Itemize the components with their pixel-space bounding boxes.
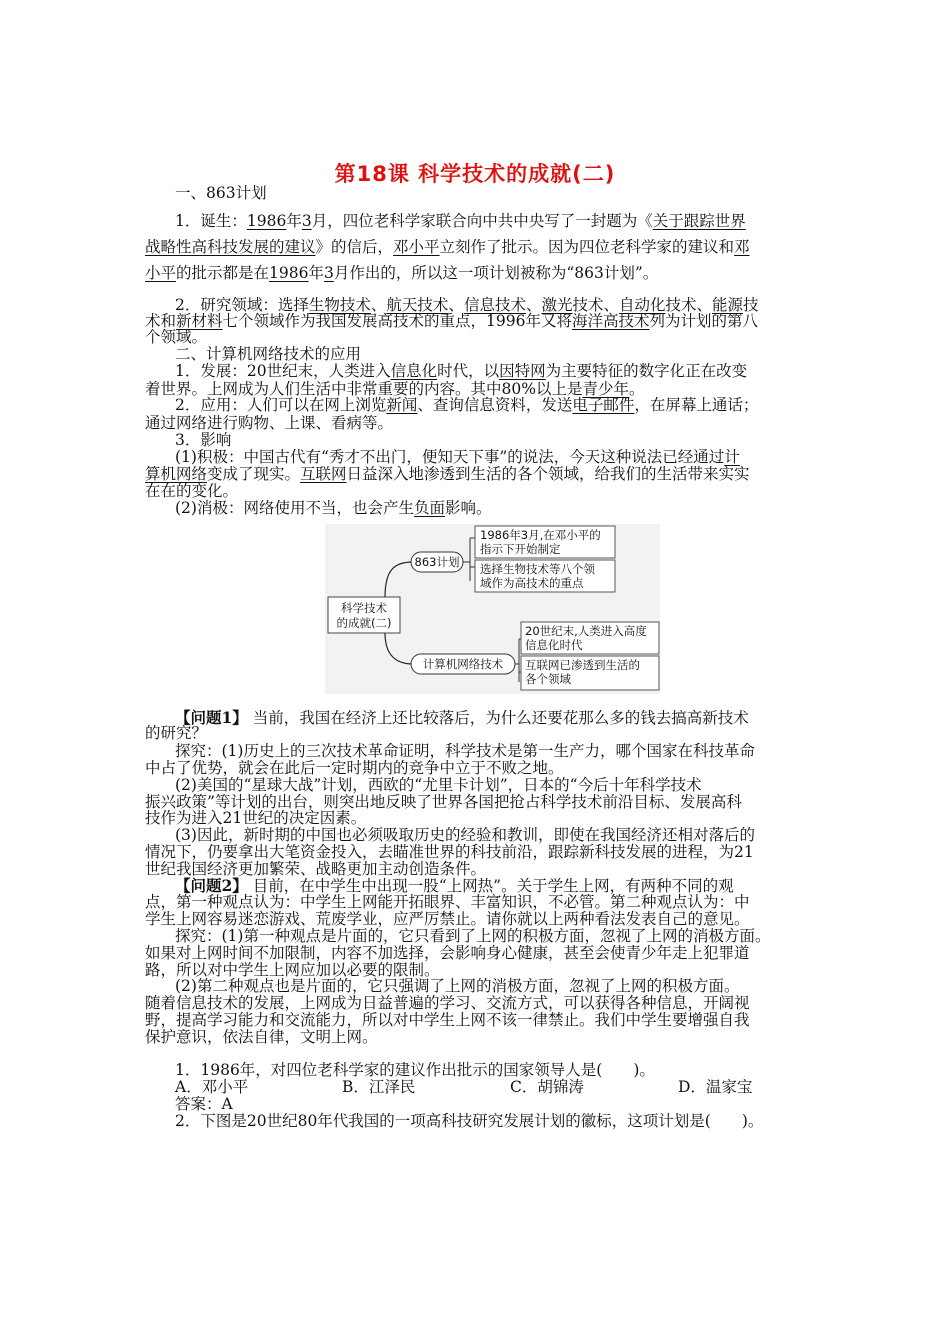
text: 当前，我国在经济上还比较落后，为什么还要花那么多的钱去搞高新技术 [247,709,749,727]
text: 列为计划的第八 [649,312,759,330]
exercise1-answer: 答案：A [175,1095,233,1113]
underlined-text: 能源 [712,296,744,314]
paragraph-birth-line1 [175,210,746,232]
underlined-text: 互联网 [300,465,347,483]
underlined-text: 计 [724,448,740,466]
leaf-text: 指示下开始制定 [480,542,561,556]
text: 技术、 [572,296,619,314]
exercise1-option-d: D．温家宝 [678,1078,753,1096]
q2-explore-line: 探究：(1)第一种观点是片面的，它只看到了上网的积极方面，忽视了上网的消极方面。 [175,927,771,945]
center-node-label-line2: 的成就(二) [336,616,392,630]
text: 的批示都是在 [176,264,270,282]
q2-explore-line: (2)第二种观点也是片面的，它只强调了上网的消极方面，忽视了上网的积极方面。 [175,977,740,995]
q1-explore-line: (3)因此，新时期的中国也必须吸取历史的经验和教训，即使在我国经济还相对落后的 [175,826,755,844]
underlined-text: 算机网络 [145,465,208,483]
underlined-text: 海洋高技术 [571,312,650,330]
text: 年 [286,212,302,230]
underlined-year: 1986 [269,264,309,282]
underlined-name: 邓 [734,238,750,256]
underlined-text: 新材料 [176,312,223,330]
section-heading-863: 一、863计划 [175,184,267,202]
text: 技术、 [665,296,713,314]
q1-explore-line: 世纪我国经济更加繁荣、战略更加主动创造条件。 [145,860,487,878]
q2-explore-line: 野，提高学习能力和交流能力，所以对中学生上网不该一律禁止。我们中学生要增强自我 [145,1011,750,1029]
text: 2．应用：人们可以在网上浏览 [175,396,387,414]
exercise1-stem: 1．1986年，对四位老科学家的建议作出批示的国家领导人是( )。 [175,1061,655,1079]
underlined-month: 3 [301,212,312,230]
text: 技 [743,296,759,314]
leaf-text: 20世纪末,人类进入高度 [525,624,647,638]
text: 日益深入地渗透到生活的各个领域，给我们的生活带来实实 [346,465,750,483]
q2-explore-line: 随着信息技术的发展，上网成为日益普遍的学习、交流方式，可以获得各种信息，开阔视 [145,994,750,1012]
text: 。 [628,380,645,398]
q2-explore-line: 保护意识，依法自律，文明上网。 [145,1028,378,1046]
underlined-text: 航天技术 [386,296,449,314]
question2-line3: 学生上网容易迷恋游戏、荒废学业，应严厉禁止。请你就以上两种看法发表自己的意见。 [145,910,750,928]
paragraph-birth-line2 [145,236,750,258]
underlined-text: 关于跟踪世界 [652,212,746,230]
leaf-text: 各个领域 [525,672,571,686]
q1-explore-line: 探究：(1)历史上的三次技术革命证明，科学技术是第一生产力，哪个国家在科技革命 [175,742,755,760]
q1-explore-line: 振兴政策”等计划的出台，则突出地反映了世界各国把抢占科学技术前沿目标、发展高科 [145,793,742,811]
underlined-text: 新闻 [386,396,418,414]
text: (2)消极：网络使用不当，也会产生 [175,499,414,517]
underlined-year: 1986 [246,212,287,230]
paragraph-field-line3: 个领域。 [145,328,208,346]
text: 立刻作了批示。因为四位老科学家的建议和 [439,238,735,256]
text: 影响。 [444,499,492,517]
underlined-text: 青少年 [582,380,629,398]
text: 、查询信息资料，发送 [417,396,573,414]
question-label: 【问题1】 [175,708,248,727]
leaf-text: 互联网已渗透到生活的 [525,658,640,672]
text: 七个领域作为我国发展高技术的重点，1996年又将 [222,312,572,330]
leaf-text: 选择生物技术等八个领 [480,562,595,576]
q1-explore-line: 情况下，仍要拿出大笔资金投入，去瞄准世界的科技前沿，跟踪新科技发展的进程，为21 [145,843,754,861]
underlined-text: 激光 [541,296,573,314]
text: 1．发展：20世纪末，人类进入 [175,362,391,380]
q1-explore-line: 技作为进入21世纪的决定因素。 [145,809,367,827]
exercise2-stem: 2．下图是20世纪80年代我国的一项高科技研究发展计划的徽标，这项计划是( )。 [175,1112,764,1130]
branch-label-863: 863计划 [414,555,460,569]
leaf-text: 1986年3月,在邓小平的 [480,528,601,542]
question1-line1 [175,707,749,729]
text: 2．研究领域：选择 [175,296,309,314]
text: 1．诞生： [175,212,247,230]
paragraph-impact: 3．影响 [175,431,232,449]
paragraph-positive-line3: 在在的变化。 [145,482,239,500]
underlined-text: 电子邮件 [572,396,635,414]
q1-explore-line: 中占了优势，就会在此后一定时期内的竞争中立于不败之地。 [145,759,564,777]
text: 、 [448,296,464,314]
exercise1-option-a: A．邓小平 [175,1078,249,1096]
exercise1-option-c: C．胡锦涛 [510,1078,584,1096]
leaf-text: 信息化时代 [525,638,583,652]
text: 》的信后， [315,238,394,256]
underlined-text: 自动化 [619,296,666,314]
section-heading-network: 二、计算机网络技术的应用 [175,345,362,363]
question1-line2: 的研究？ [145,724,208,742]
branch-label-network: 计算机网络技术 [422,657,504,671]
underlined-name: 邓小平 [393,238,440,256]
text: 年 [308,264,324,282]
text: 月，四位老科学家联合向中共中央写了一封题为《 [311,212,653,230]
mind-map-diagram [325,524,660,694]
text: 时代，以 [437,362,500,380]
underlined-text: 因特网 [499,362,546,380]
text: (1)积极：中国古代有“秀才不出门，便知天下事”的说法，今天这种说法已经通过 [175,448,725,466]
text: 、 [370,296,387,314]
text: ，在屏幕上通话； [634,396,759,414]
question-label: 【问题2】 [175,876,248,895]
text: 为主要特征的数字化正在改变 [545,362,748,380]
page-title: 第18课 科学技术的成就(二) [334,162,616,186]
paragraph-field-line2 [145,310,758,332]
underlined-month: 3 [324,264,334,282]
text: 目前，在中学生中出现一股“上网热”。关于学生上网，有两种不同的观 [247,877,734,895]
underlined-text: 生物技术 [308,296,371,314]
leaf-text: 域作为高技术的重点 [480,576,584,590]
q1-explore-line: (2)美国的“星球大战”计划，西欧的“尤里卡计划”，日本的“今后十年科学技术 [175,776,702,794]
paragraph-negative [175,497,492,519]
exercise1-option-b: B．江泽民 [342,1078,416,1096]
paragraph-birth-line3 [145,262,658,284]
q2-explore-line: 路，所以对中学生上网应加以必要的限制。 [145,961,440,979]
text: 着世界。上网成为人们生活中非常重要的内容。其中80%以上是 [145,380,583,398]
text: 、 [525,296,542,314]
paragraph-app-line2: 通过网络进行购物、上课、看病等。 [145,414,394,432]
text: 术和 [145,312,177,330]
underlined-name: 小平 [145,264,177,282]
underlined-text: 战略性高科技发展的建议 [145,238,316,256]
text: 月作出的，所以这一项计划被称为“863计划”。 [333,264,659,282]
underlined-text: 信息技术 [463,296,526,314]
center-node-label-line1: 科学技术 [341,601,387,615]
q2-explore-line: 如果对上网时间不加限制，内容不加选择，会影响身心健康，甚至会使青少年走上犯罪道 [145,944,750,962]
underlined-text: 信息化 [390,362,438,380]
underlined-text: 负面 [413,499,445,517]
question2-line2: 点，第一种观点认为：中学生上网能开拓眼界、丰富知识，不必管。第二种观点认为：中 [145,893,750,911]
text: 变成了现实。 [207,465,301,483]
